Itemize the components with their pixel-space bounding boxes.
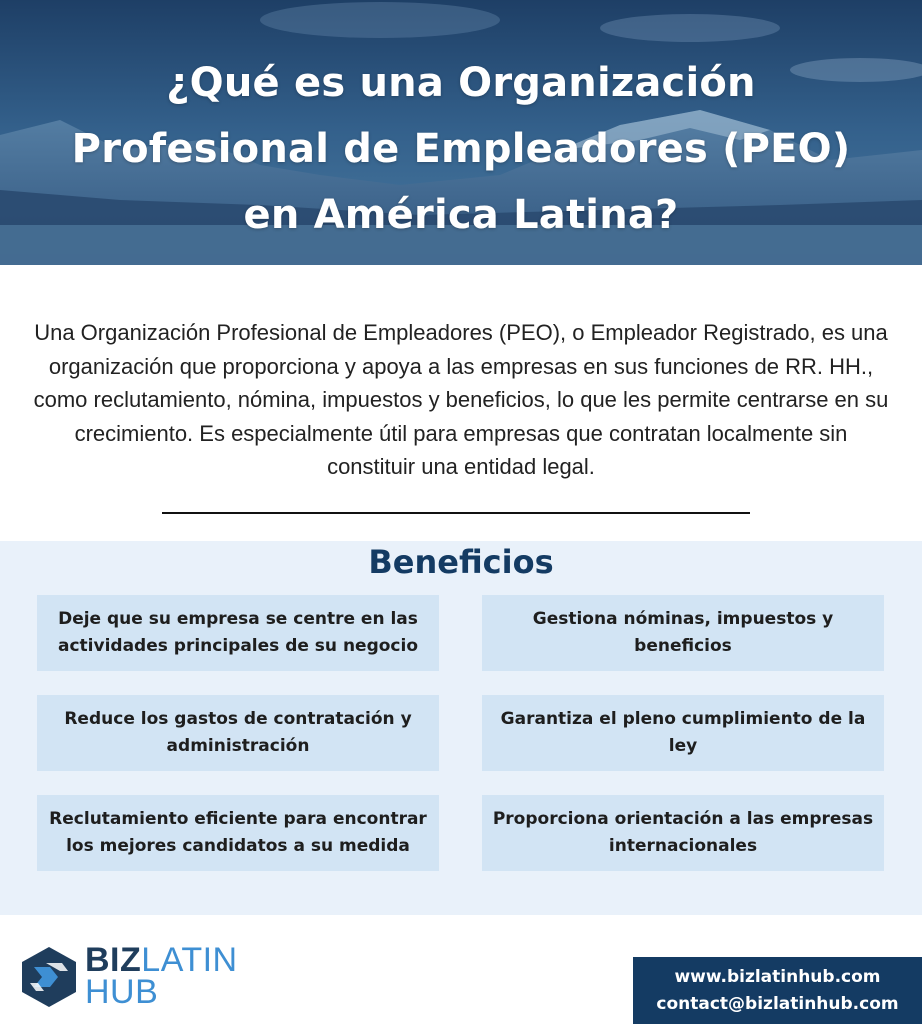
benefit-card: Gestiona nóminas, impuestos y beneficios	[482, 595, 884, 671]
divider	[162, 512, 750, 514]
benefits-title: Beneficios	[368, 543, 554, 581]
bizlatinhub-logo	[85, 941, 238, 1011]
header-banner	[0, 0, 922, 265]
benefit-card: Reclutamiento eficiente para encontrar los mejores candidatos a su medida	[37, 795, 439, 871]
page-title: ¿Qué es una Organización Profesional de Empleadores (PEO) en América Latina?	[71, 60, 851, 238]
email-link[interactable]: contact@bizlatinhub.com	[656, 993, 899, 1014]
intro-paragraph: Una Organización Profesional de Empleadores (PEO), o Empleador Registrado, es una organización que proporciona y apoya a las empresas en sus funciones de RR. HH., como reclutamiento, nómina, impuestos y beneficios, lo que les permite centrarse en su crecimiento. Es especialmente útil para empresas que contratan localmente sin constituir una entidad legal.	[33, 320, 889, 479]
website-link[interactable]: www.bizlatinhub.com	[674, 966, 881, 987]
logo-latin-text: LATIN	[141, 941, 238, 979]
benefit-card: Reduce los gastos de contratación y administración	[37, 695, 439, 771]
benefit-card: Proporciona orientación a las empresas internacionales	[482, 795, 884, 871]
bizlatinhub-logo-icon	[20, 945, 78, 1009]
contact-box	[633, 957, 922, 1024]
logo-hub-text: HUB	[85, 973, 159, 1011]
benefit-card: Garantiza el pleno cumplimiento de la ley	[482, 695, 884, 771]
benefit-card: Deje que su empresa se centre en las actividades principales de su negocio	[37, 595, 439, 671]
logo-biz-text: BIZ	[85, 941, 142, 979]
